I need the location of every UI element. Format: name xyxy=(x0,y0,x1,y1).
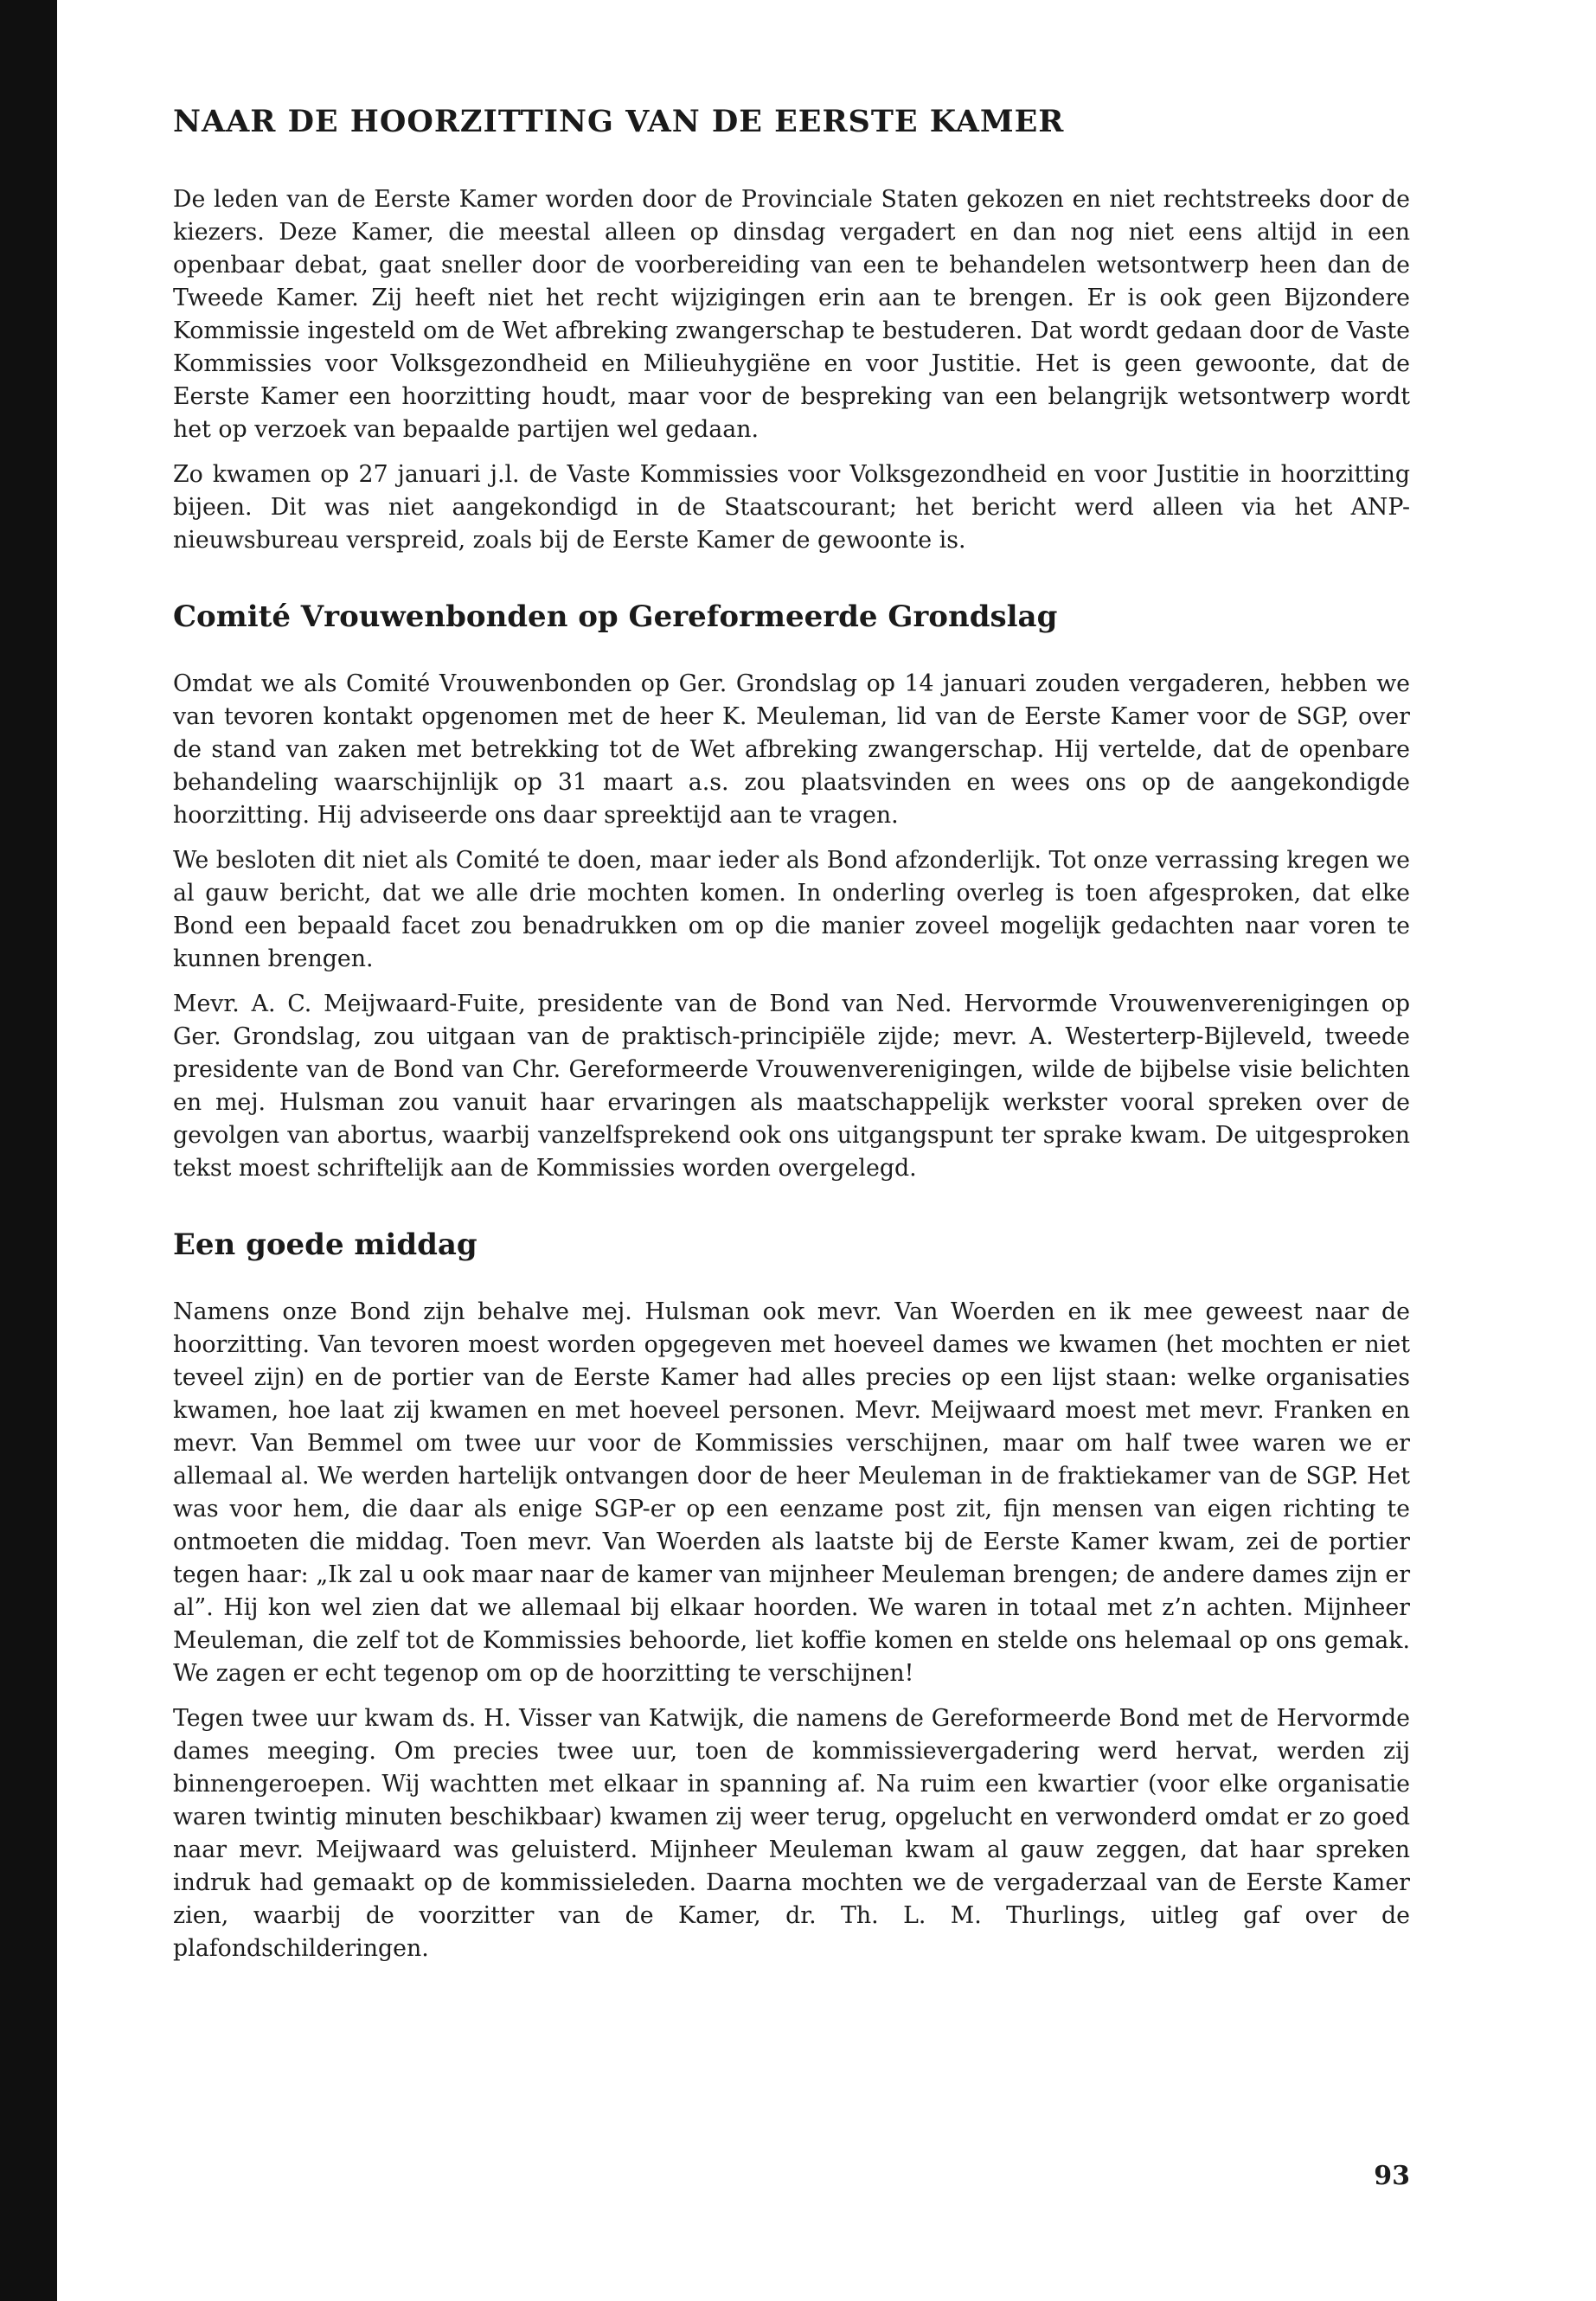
section-heading-hoorzitting: NAAR DE HOORZITTING VAN DE EERSTE KAMER xyxy=(173,104,1065,139)
page-number: 93 xyxy=(1374,2161,1410,2191)
document-page xyxy=(173,104,1410,1977)
paragraph: We besloten dit niet als Comité te doen, maar ieder als Bond afzonderlijk. Tot onze verrassing kregen we al gauw bericht, dat we alle drie mochten komen. In onderling overleg is toen afgesproken, dat elke Bond een bepaald facet zou benadrukken om op die manier zoveel mogelijk gedachten naar voren te kunnen brengen. xyxy=(173,847,1410,972)
paragraph: Zo kwamen op 27 januari j.l. de Vaste Kommissies voor Volksgezondheid en voor Justitie in hoorzitting bijeen. Dit was niet aangekondigd in de Staatscourant; het bericht werd alleen via het ANP-nieuwsbureau verspreid, zoals bij de Eerste Kamer de gewoonte is. xyxy=(173,461,1410,554)
sub-heading-comite: Comité Vrouwenbonden op Gereformeerde Grondslag xyxy=(173,599,1058,634)
paragraph: Omdat we als Comité Vrouwenbonden op Ger. Grondslag op 14 januari zouden vergaderen, hebben we van tevoren kontakt opgenomen met de heer K. Meuleman, lid van de Eerste Kamer voor de SGP, over de stand van zaken met betrekking tot de Wet afbreking zwangerschap. Hij vertelde, dat de openbare behandeling waarschijnlijk op 31 maart a.s. zou plaatsvinden en wees ons op de aangekondigde hoorzitting. Hij adviseerde ons daar spreektijd aan te vragen. xyxy=(173,670,1410,829)
paragraph: Mevr. A. C. Meijwaard-Fuite, presidente van de Bond van Ned. Hervormde Vrouwenverenigingen op Ger. Grondslag, zou uitgaan van de praktisch-principiële zijde; mevr. A. Westerterp-Bijleveld, tweede presidente van de Bond van Chr. Gereformeerde Vrouwenverenigingen, wilde de bijbelse visie belichten en mej. Hulsman zou vanuit haar ervaringen als maatschappelijk werkster vooral spreken over de gevolgen van abortus, waarbij vanzelfsprekend ook ons uitgangspunt ter sprake kwam. De uitgesproken tekst moest schriftelijk aan de Kommissies worden overgelegd. xyxy=(173,990,1410,1182)
sub-heading-middag: Een goede middag xyxy=(173,1227,478,1262)
paragraph: Namens onze Bond zijn behalve mej. Hulsman ook mevr. Van Woerden en ik mee geweest naar de hoorzitting. Van tevoren moest worden opgegeven met hoeveel dames we kwamen (het mochten er niet teveel zijn) en de portier van de Eerste Kamer had alles precies op een lijst staan: welke organisaties kwamen, hoe laat zij kwamen en met hoeveel personen. Mevr. Meijwaard moest met mevr. Franken en mevr. Van Bemmel om twee uur voor de Kommissies verschijnen, maar om half twee waren we er allemaal al. We werden hartelijk ontvangen door de heer Meuleman in de fraktiekamer van de SGP. Het was voor hem, die daar als enige SGP-er op een eenzame post zit, fijn mensen van eigen richting te ontmoeten die middag. Toen mevr. Van Woerden als laatste bij de Eerste Kamer kwam, zei de portier tegen haar: „Ik zal u ook maar naar de kamer van mijnheer Meuleman brengen; de andere dames zijn er al”. Hij kon wel zien dat we allemaal bij elkaar hoorden. We waren in totaal met z’n achten. Mijnheer Meuleman, die zelf tot de Kommissies behoorde, liet koffie komen en stelde ons helemaal op ons gemak. We zagen er echt tegenop om op de hoorzitting te verschijnen! xyxy=(173,1298,1410,1687)
paragraph: De leden van de Eerste Kamer worden door de Provinciale Staten gekozen en niet rechtstreeks door de kiezers. Deze Kamer, die meestal alleen op dinsdag vergadert en dan nog niet eens altijd in een openbaar debat, gaat sneller door de voorbereiding van een te behandelen wetsontwerp heen dan de Tweede Kamer. Zij heeft niet het recht wijzigingen erin aan te brengen. Er is ook geen Bijzondere Kommissie ingesteld om de Wet afbreking zwangerschap te bestuderen. Dat wordt gedaan door de Vaste Kommissies voor Volksgezondheid en Milieuhygiëne en voor Justitie. Het is geen gewoonte, dat de Eerste Kamer een hoorzitting houdt, maar voor de bespreking van een belangrijk wetsontwerp wordt het op verzoek van bepaalde partijen wel gedaan. xyxy=(173,186,1410,443)
paragraph: Tegen twee uur kwam ds. H. Visser van Katwijk, die namens de Gereformeerde Bond met de Hervormde dames meeging. Om precies twee uur, toen de kommissievergadering werd hervat, werden zij binnengeroepen. Wij wachtten met elkaar in spanning af. Na ruim een kwartier (voor elke organisatie waren twintig minuten beschikbaar) kwamen zij weer terug, opgelucht en verwonderd omdat er zo goed naar mevr. Meijwaard was geluisterd. Mijnheer Meuleman kwam al gauw zeggen, dat haar spreken indruk had gemaakt op de kommissieleden. Daarna mochten we de vergaderzaal van de Eerste Kamer zien, waarbij de voorzitter van de Kamer, dr. Th. L. M. Thurlings, uitleg gaf over de plafondschilderingen. xyxy=(173,1705,1410,1962)
scan-border xyxy=(0,0,57,2301)
